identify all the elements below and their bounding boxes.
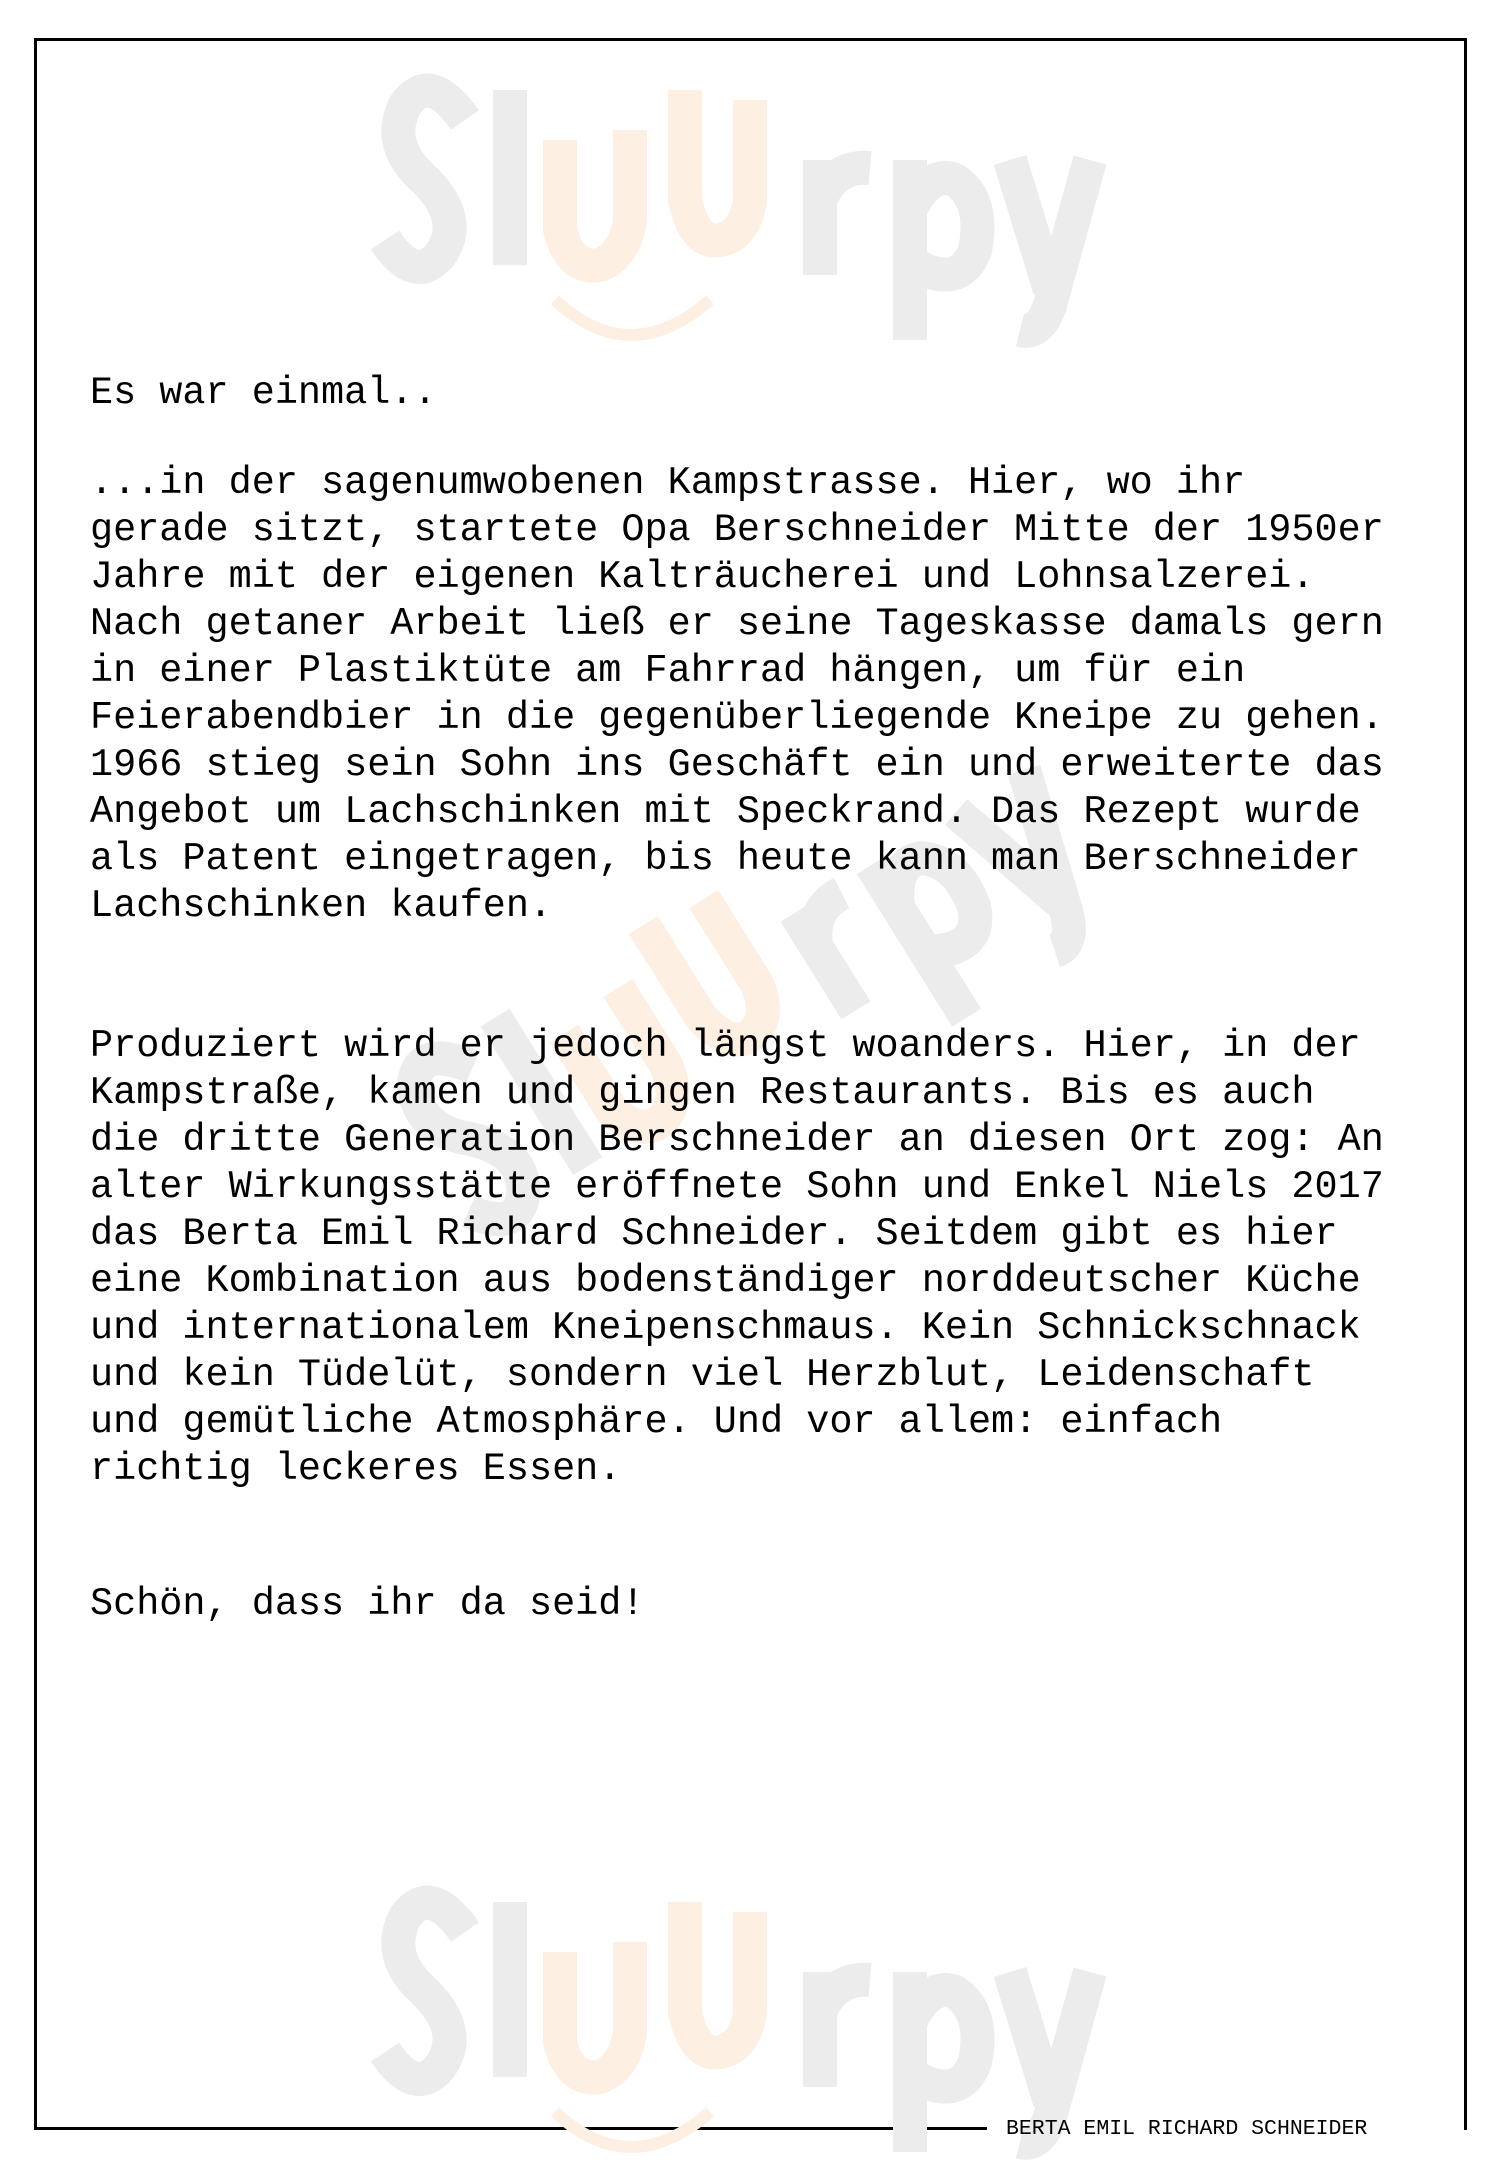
history-paragraph-2 [90, 1023, 1384, 1493]
text-line: gerade sitzt, startete Opa Berschneider Mitte der 1950er [90, 508, 1384, 552]
sluurpy-watermark-logo [370, 50, 1150, 350]
page-border-top [34, 38, 1467, 41]
text-line: alter Wirkungsstätte eröffnete Sohn und Enkel Niels 2017 [90, 1165, 1384, 1209]
page-border-left [34, 38, 37, 2130]
text-line: in einer Plastiktüte am Fahrrad hängen, um für ein [90, 649, 1246, 693]
text-line: Angebot um Lachschinken mit Speckrand. Das Rezept wurde [90, 790, 1361, 834]
text-line: Kampstraße, kamen und gingen Restaurants. Bis es auch [90, 1071, 1315, 1115]
text-line: und internationalem Kneipenschmaus. Kein Schnickschnack [90, 1306, 1361, 1350]
history-paragraph-1 [90, 460, 1384, 930]
text-line: Produziert wird er jedoch längst woanders. Hier, in der [90, 1024, 1361, 1068]
footer-restaurant-name: BERTA EMIL RICHARD SCHNEIDER [1006, 2117, 1368, 2141]
text-line: als Patent eingetragen, bis heute kann man Berschneider [90, 837, 1361, 881]
text-line: Nach getaner Arbeit ließ er seine Tageskasse damals gern [90, 602, 1384, 646]
text-line: und kein Tüdelüt, sondern viel Herzblut, Leidenschaft [90, 1353, 1315, 1397]
text-line: eine Kombination aus bodenständiger norddeutscher Küche [90, 1259, 1361, 1303]
text-line: richtig leckeres Essen. [90, 1447, 622, 1491]
text-line: das Berta Emil Richard Schneider. Seitdem gibt es hier [90, 1212, 1338, 1256]
intro-heading: Es war einmal.. [90, 371, 437, 415]
text-line: ...in der sagenumwobenen Kampstrasse. Hier, wo ihr [90, 461, 1246, 505]
text-line: Lachschinken kaufen. [90, 884, 553, 928]
text-line: Jahre mit der eigenen Kalträucherei und Lohnsalzerei. [90, 555, 1315, 599]
text-line: Feierabendbier in die gegenüberliegende Kneipe zu gehen. [90, 696, 1384, 740]
page-border-right [1464, 38, 1467, 2130]
closing-line: Schön, dass ihr da seid! [90, 1582, 645, 1626]
text-line: die dritte Generation Berschneider an diesen Ort zog: An [90, 1118, 1384, 1162]
text-line: und gemütliche Atmosphäre. Und vor allem: einfach [90, 1400, 1223, 1444]
text-line: 1966 stieg sein Sohn ins Geschäft ein und erweiterte das [90, 743, 1384, 787]
